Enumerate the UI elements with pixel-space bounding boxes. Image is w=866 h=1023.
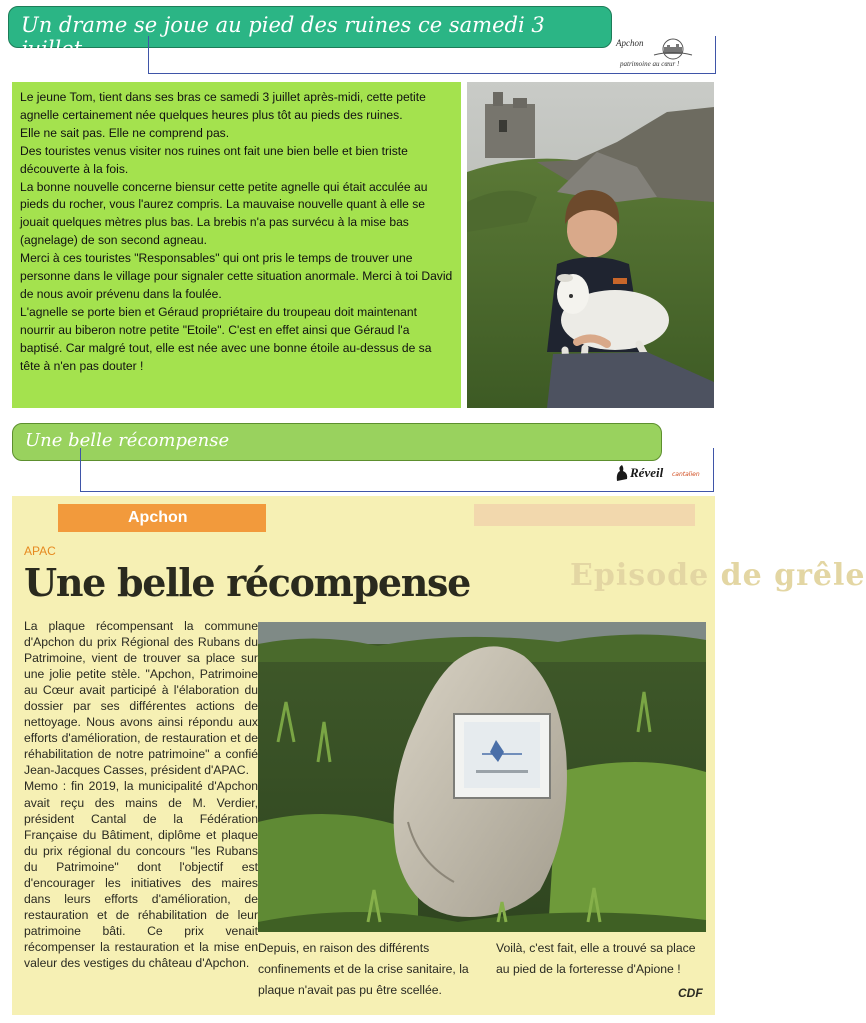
story-paragraph: Merci à ces touristes "Responsables" qui ont pris le temps de trouver une personne dans le village pour signaler cette situation anormale. Merci à toi David de nous avoir prévenu dans la foulée. [20, 251, 453, 301]
clipping-paragraph: Memo : fin 2019, la municipalité d'Apchon avait reçu des mains de M. Verdier, président Cantal de la Fédération Française du Bâtiment, diplôme et plaque du prix régional du concours "les Rubans du Patrimoine" dont l'objectif est d'encourager les initiatives des maires dans leurs efforts d'amélioration, de restauration et de réhabilitation de leur patrimoine bâti. Ce prix venait récompenser la restauration et la mise en valeur des vestiges du château d'Apchon. [24, 779, 258, 970]
story-paragraph: L'agnelle se porte bien et Géraud propriétaire du troupeau doit maintenant nourrir au biberon notre petite "Etoile". C'est en effet ainsi que Géraud l'a baptisé. Car malgré tout, elle est née avec une bonne étoile au-dessus de sa tête à n'en pas douter ! [20, 304, 432, 373]
logo-sub: cantalien [672, 471, 700, 478]
section-title: Une belle récompense [25, 430, 230, 451]
story-paragraph: Elle ne sait pas. Elle ne comprend pas. [20, 125, 230, 140]
rooster-icon [614, 463, 630, 483]
logo-name: Réveil [630, 465, 664, 480]
clipping-paragraph: La plaque récompensant la commune d'Apchon du prix Régional des Rubans du Patrimoine, vient de trouver sa place sur une jolie petite stèle. "Apchon, Patrimoine au Cœur avait participé à l'élaboration du dossier par ses différentes actions de nettoyage. Nous avons ainsi répondu aux efforts d'amélioration, de restauration et de réhabilitation de notre patrimoine" a confié Jean-Jacques Casses, président d'APAC. [24, 619, 258, 778]
apchon-logo [614, 38, 706, 72]
ghost-headline: Episode de grêle [570, 558, 866, 593]
photo-caption-left: Depuis, en raison des différents confinements et de la crise sanitaire, la plaque n'avait pas pu être scellée. [258, 941, 469, 997]
story-paragraph: Des touristes venus visiter nos ruines ont fait une bien belle et bien triste découverte à la fois. [20, 143, 408, 176]
logo-tagline: patrimoine au cœur ! [620, 60, 680, 68]
story-text [12, 82, 461, 408]
ghost-section-bar [474, 504, 695, 526]
clipping-headline: Une belle récompense [24, 560, 471, 605]
clipping-kicker: APAC [24, 544, 56, 558]
photo-boy-with-lamb [467, 82, 714, 408]
author-signature: CDF [678, 986, 703, 1000]
castle-icon [650, 38, 696, 60]
photo-caption-right: Voilà, c'est fait, elle a trouvé sa place au pied de la forteresse d'Apione ! [496, 941, 696, 976]
clipping-section-bar [58, 504, 266, 532]
photo-plaque-stele [258, 622, 706, 932]
newspaper-clipping [12, 496, 866, 1015]
clipping-section: Apchon [128, 509, 188, 526]
reveil-cantalien-logo [614, 463, 710, 489]
section-title: Un drame se joue au pied des ruines ce samedi 3 juillet [21, 13, 545, 61]
story-paragraph: La bonne nouvelle concerne biensur cette petite agnelle qui était acculée au pieds du rocher, vous l'aurez compris. La mauvaise nouvelle quant à elle se jouait quelques mètres plus bas. La brebis n'a pas survécu à la mise bas (agnelage) de son second agneau. [20, 179, 428, 248]
logo-name: Apchon [616, 38, 644, 48]
clipping-body [24, 618, 258, 971]
story-paragraph: Le jeune Tom, tient dans ses bras ce samedi 3 juillet après-midi, cette petite agnelle certainement née quelques heures plus tôt au pieds des ruines. [20, 90, 426, 122]
